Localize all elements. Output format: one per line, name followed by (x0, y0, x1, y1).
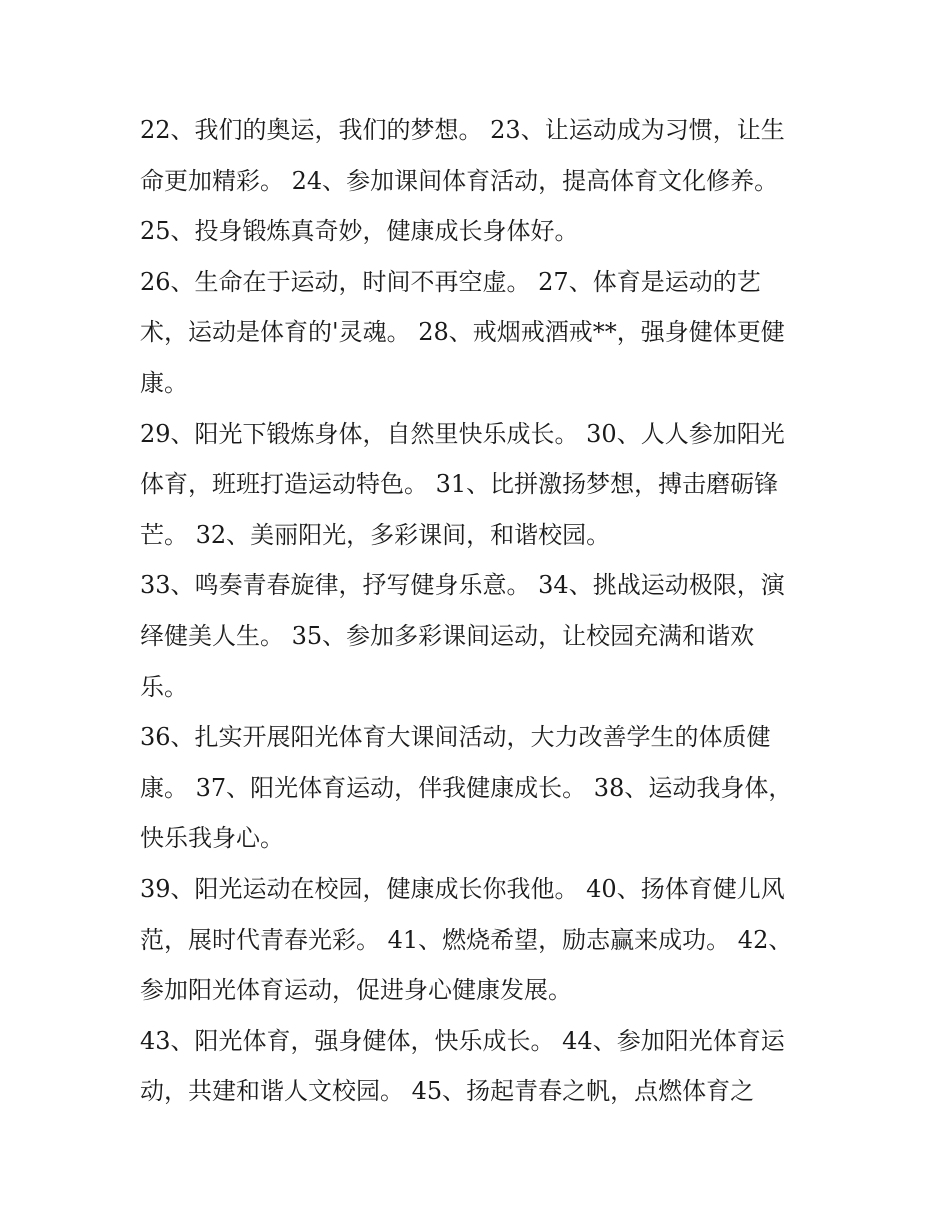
text-line: 29、阳光下锻炼身体，自然里快乐成长。 30、人人参加阳光 (140, 419, 785, 448)
paragraph-25 (140, 206, 800, 257)
text-line: 范，展时代青春光彩。 41、燃烧希望，励志赢来成功。 42、 (140, 925, 793, 954)
text-line: 26、生命在于运动，时间不再空虚。 27、体育是运动的艺 (140, 267, 761, 296)
text-line: 康。 (140, 368, 188, 397)
text-line: 参加阳光体育运动，促进身心健康发展。 (140, 976, 572, 1005)
text-line: 25、投身锻炼真奇妙，健康成长身体好。 (140, 217, 579, 246)
text-line: 动，共建和谐人文校园。 45、扬起青春之帆，点燃体育之 (140, 1077, 755, 1106)
paragraph-36-38 (140, 712, 800, 864)
text-line: 乐。 (140, 672, 188, 701)
text-line: 康。 37、阳光体育运动，伴我健康成长。 38、运动我身体， (140, 773, 793, 802)
text-line: 芒。 32、美丽阳光，多彩课间，和谐校园。 (140, 520, 611, 549)
paragraph-33-35 (140, 560, 800, 712)
document-body (140, 105, 800, 1117)
text-line: 绎健美人生。 35、参加多彩课间运动，让校园充满和谐欢 (140, 621, 755, 650)
text-line: 术，运动是体育的'灵魂。 28、戒烟戒酒戒**，强身健体更健 (140, 318, 785, 347)
paragraph-26-28 (140, 257, 800, 409)
text-line: 33、鸣奏青春旋律，抒写健身乐意。 34、挑战运动极限，演 (140, 571, 785, 600)
text-line: 命更加精彩。 24、参加课间体育活动，提高体育文化修养。 (140, 166, 779, 195)
paragraph-43-45 (140, 1016, 800, 1117)
text-line: 22、我们的奥运，我们的梦想。 23、让运动成为习惯，让生 (140, 116, 785, 144)
paragraph-29-32 (140, 409, 800, 561)
text-line: 快乐我身心。 (140, 824, 284, 853)
text-line: 39、阳光运动在校园，健康成长你我他。 40、扬体育健儿风 (140, 874, 785, 903)
text-line: 36、扎实开展阳光体育大课间活动，大力改善学生的体质健 (140, 723, 771, 752)
paragraph-39-42 (140, 864, 800, 1016)
text-line: 体育，班班打造运动特色。 31、比拼激扬梦想，搏击磨砺锋 (140, 470, 779, 499)
text-line: 43、阳光体育，强身健体，快乐成长。 44、参加阳光体育运 (140, 1026, 785, 1055)
paragraph-22-24 (140, 105, 800, 206)
